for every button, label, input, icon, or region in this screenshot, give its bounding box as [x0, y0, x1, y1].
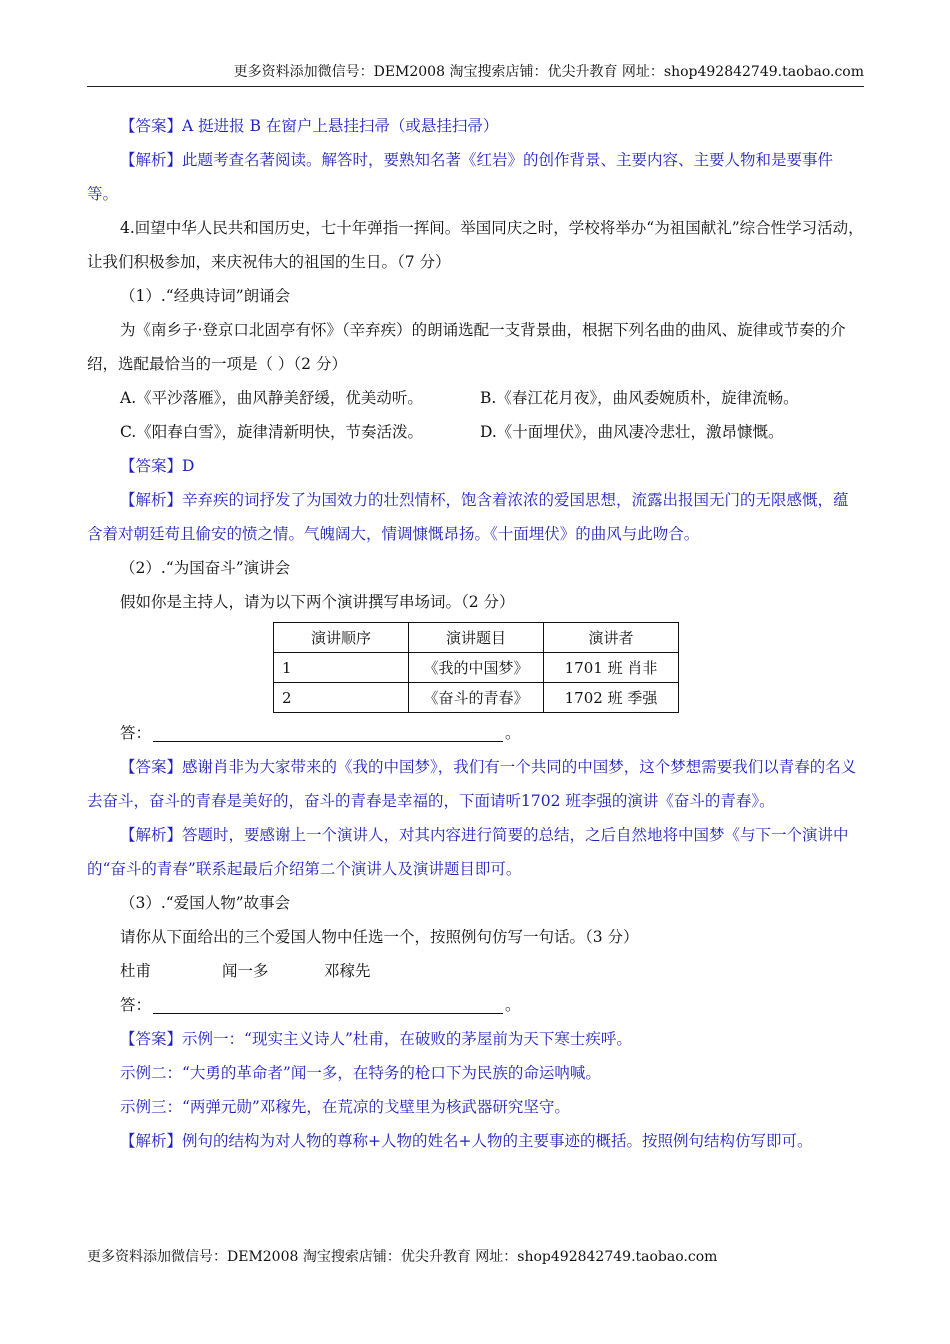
- answer-label: 答：: [120, 996, 152, 1014]
- q4-part3-answer-blank: [87, 988, 864, 1022]
- option-b: B.《春江花月夜》，曲风委婉质朴，旋律流畅。: [480, 389, 799, 407]
- option-c: C.《阳春白雪》，旋律清新明快，节奏活泼。: [120, 423, 423, 441]
- analysis-text: 例句的结构为对人物的尊称+人物的姓名+人物的主要事迹的概括。按照例句结构仿写即可。: [182, 1132, 813, 1150]
- q4-part1-prompt: 为《南乡子·登京口北固亭有怀》（辛弃疾）的朗诵选配一支背景曲，根据下列名曲的曲风、旋律或节奏的介绍，选配最恰当的一项是（ ）（2 分）: [87, 321, 846, 373]
- answer-tag: 【答案】: [120, 457, 183, 475]
- name-item: 杜甫: [120, 962, 152, 980]
- q4-part1-answer: [87, 449, 864, 483]
- page-header: 更多资料添加微信号：DEM2008 淘宝搜索店铺：优尖升教育 网址：shop492842749.taobao.com: [233, 64, 864, 80]
- options-row-1: [87, 381, 864, 415]
- blank-end: 。: [505, 996, 521, 1014]
- q4-part2-title: （2）.“为国奋斗”演讲会: [120, 559, 291, 577]
- q4-stem: 4.回望中华人民共和国历史，七十年弹指一挥间。举国同庆之时，学校将举办“为祖国献礼”综合性学习活动，让我们积极参加，来庆祝伟大的祖国的生日。（7 分）: [87, 219, 864, 271]
- q4-part3-title: （3）.“爱国人物”故事会: [120, 894, 291, 912]
- page-footer: 更多资料添加微信号：DEM2008 淘宝搜索店铺：优尖升教育 网址：shop492842749.taobao.com: [87, 1249, 718, 1265]
- speech-table: [273, 622, 679, 713]
- table-header-cell: 演讲者: [544, 623, 679, 653]
- answer-blank-line[interactable]: [153, 995, 503, 1014]
- option-a: A.《平沙落雁》，曲风静美舒缓，优美动听。: [120, 389, 423, 407]
- analysis-text: 答题时，要感谢上一个演讲人，对其内容进行简要的总结，之后自然地将中国梦《与下一个演讲中的“奋斗的青春”联系起最后介绍第二个演讲人及演讲题目即可。: [87, 826, 849, 878]
- name-item: 邓稼先: [324, 962, 371, 980]
- q4-part1-title: （1）.“经典诗词”朗诵会: [120, 287, 291, 305]
- answer-tag: 【答案】: [120, 758, 183, 776]
- answer-label: 答：: [120, 724, 152, 742]
- q4-part2-answer-blank: [87, 716, 864, 750]
- table-header-row: [274, 623, 679, 653]
- table-cell: 2: [274, 683, 409, 713]
- options-row-2: [87, 415, 864, 449]
- analysis-tag: 【解析】: [120, 491, 183, 509]
- table-header-cell: 演讲题目: [409, 623, 544, 653]
- table-cell: 《奋斗的青春》: [409, 683, 544, 713]
- q3-answer: [87, 109, 864, 143]
- answer-tag: 【答案】: [120, 117, 183, 135]
- analysis-text: 此题考查名著阅读。解答时，要熟知名著《红岩》的创作背景、主要内容、主要人物和是要事件等。: [87, 151, 834, 203]
- q4-part2-answer: [87, 750, 864, 818]
- q4-part3-example-2: 示例二：“大勇的革命者”闻一多，在特务的枪口下为民族的命运呐喊。: [120, 1064, 601, 1082]
- example-1: 示例一：“现实主义诗人”杜甫，在破败的茅屋前为天下寒士疾呼。: [182, 1030, 632, 1048]
- table-cell: 1: [274, 653, 409, 683]
- table-cell: 《我的中国梦》: [409, 653, 544, 683]
- answer-text: 感谢肖非为大家带来的《我的中国梦》，我们有一个共同的中国梦，这个梦想需要我们以青春的名义去奋斗，奋斗的青春是美好的，奋斗的青春是幸福的，下面请听1702 班李强的演讲《奋斗的青春》。: [87, 758, 857, 810]
- analysis-tag: 【解析】: [120, 826, 183, 844]
- table-cell: 1702 班 季强: [544, 683, 679, 713]
- answer-blank-line[interactable]: [153, 723, 503, 742]
- q4-part3-example-3: 示例三：“两弹元勋”邓稼先，在荒凉的戈壁里为核武器研究坚守。: [120, 1098, 570, 1116]
- q3-analysis: [87, 143, 864, 211]
- q4-part3-answer: [87, 1022, 864, 1056]
- table-row: [274, 653, 679, 683]
- header-divider: [87, 86, 864, 87]
- analysis-tag: 【解析】: [120, 151, 183, 169]
- q4-part2-prompt: 假如你是主持人，请为以下两个演讲撰写串场词。（2 分）: [120, 593, 515, 611]
- q4-part1-analysis: [87, 483, 864, 551]
- q4-part2-analysis: [87, 818, 864, 886]
- analysis-text: 辛弃疾的词抒发了为国效力的壮烈情杯，饱含着浓浓的爱国思想，流露出报国无门的无限感慨，蕴含着对朝廷苟且偷安的愤之情。气魄阔大，情调慷慨昂扬。《十面埋伏》的曲风与此吻合。: [87, 491, 849, 543]
- q4-part3-analysis: [87, 1124, 864, 1158]
- table-row: [274, 683, 679, 713]
- blank-end: 。: [505, 724, 521, 742]
- analysis-tag: 【解析】: [120, 1132, 183, 1150]
- patriot-names: [87, 954, 864, 988]
- document-body: [87, 109, 864, 1158]
- option-d: D.《十面埋伏》，曲风凄冷悲壮，激昂慷慨。: [480, 423, 784, 441]
- name-item: 闻一多: [222, 962, 269, 980]
- answer-text: D: [182, 457, 195, 475]
- table-header-cell: 演讲顺序: [274, 623, 409, 653]
- answer-text: A 挺进报 B 在窗户上悬挂扫帚（或悬挂扫帚）: [182, 117, 499, 135]
- answer-tag: 【答案】: [120, 1030, 183, 1048]
- table-cell: 1701 班 肖非: [544, 653, 679, 683]
- q4-part3-prompt: 请你从下面给出的三个爱国人物中任选一个，按照例句仿写一句话。（3 分）: [120, 928, 639, 946]
